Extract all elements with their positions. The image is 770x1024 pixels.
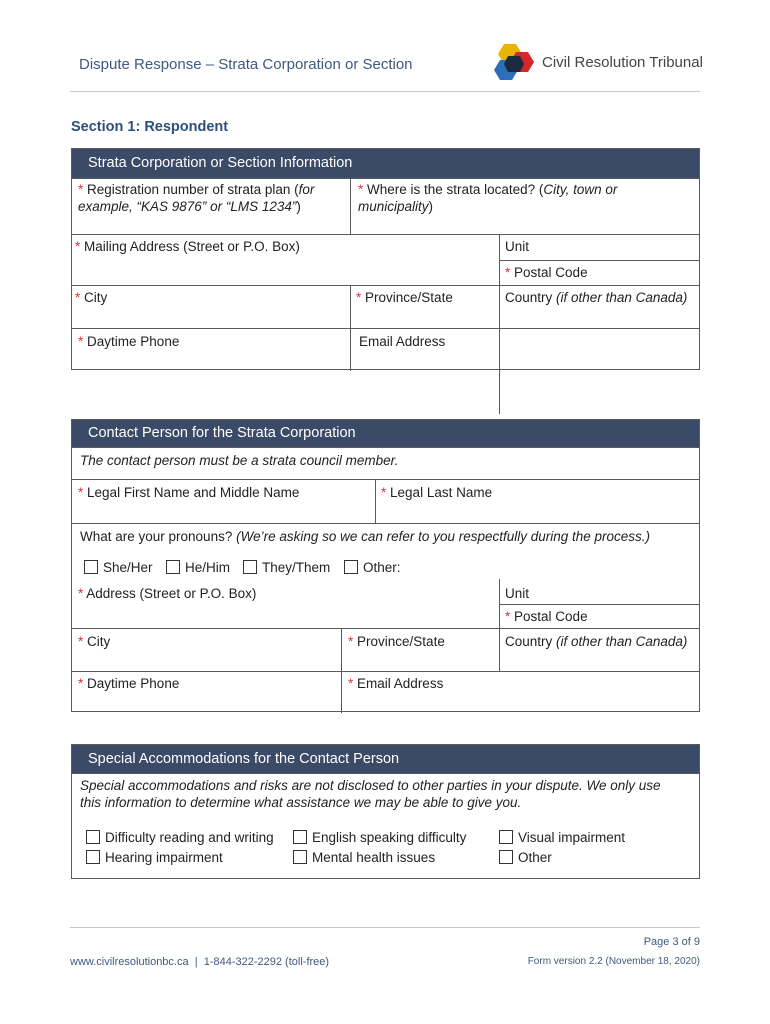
page-number: Page 3 of 9 [643, 936, 700, 948]
crt-logo-icon [494, 42, 534, 84]
contact-address-field[interactable]: * Address (Street or P.O. Box) [78, 586, 257, 601]
mental-health-checkbox[interactable]: Mental health issues [293, 850, 435, 865]
province-field[interactable]: * Province/State [356, 290, 453, 305]
contact-email-field[interactable]: * Email Address [348, 676, 444, 691]
form-version: Form version 2.2 (November 18, 2020) [527, 956, 700, 967]
country-field[interactable]: Country (if other than Canada) [505, 290, 688, 305]
phone-number: 1-844-322-2292 (toll-free) [203, 956, 330, 968]
logo-text: Civil Resolution Tribunal [542, 54, 703, 71]
strata-location-field[interactable]: * Where is the strata located? (City, town or municipality) [358, 182, 618, 214]
strata-info-heading: Strata Corporation or Section Information [72, 149, 699, 178]
contact-city-field[interactable]: * City [78, 634, 111, 649]
email-field[interactable]: Email Address [359, 334, 446, 349]
mailing-address-field[interactable]: * Mailing Address (Street or P.O. Box) [75, 239, 300, 254]
hearing-impairment-checkbox[interactable]: Hearing impairment [86, 850, 223, 865]
city-field[interactable]: * City [75, 290, 108, 305]
daytime-phone-field[interactable]: * Daytime Phone [78, 334, 180, 349]
postal-code-field[interactable]: * Postal Code [505, 265, 588, 280]
contact-person-box [71, 419, 700, 712]
section-title: Section 1: Respondent [71, 119, 229, 135]
accommodations-note-line1: Special accommodations and risks are not disclosed to other parties in your dispute. We only use [80, 778, 661, 793]
difficulty-reading-checkbox[interactable]: Difficulty reading and writing [86, 830, 274, 845]
footer-divider [70, 927, 700, 928]
other-accommodation-checkbox[interactable]: Other [499, 850, 552, 865]
english-speaking-checkbox[interactable]: English speaking difficulty [293, 830, 466, 845]
last-name-field[interactable]: * Legal Last Name [381, 485, 493, 500]
contact-person-heading: Contact Person for the Strata Corporation [72, 420, 699, 447]
first-name-field[interactable]: * Legal First Name and Middle Name [78, 485, 300, 500]
contact-province-field[interactable]: * Province/State [348, 634, 445, 649]
contact-unit-field[interactable]: Unit [505, 586, 530, 601]
pronouns-question: What are your pronouns? (We’re asking so we can refer to you respectfully during the process.) [80, 529, 651, 544]
website-link[interactable]: www.civilresolutionbc.ca [70, 956, 189, 968]
accommodations-note-line2: this information to determine what assistance we may be able to give you. [80, 795, 522, 810]
registration-number-field[interactable]: * Registration number of strata plan (for example, “KAS 9876” or “LMS 1234”) [78, 182, 315, 214]
header-divider [70, 91, 700, 92]
pronoun-other-checkbox[interactable]: Other: [344, 560, 401, 575]
contact-phone-field[interactable]: * Daytime Phone [78, 676, 180, 691]
contact-postal-code-field[interactable]: * Postal Code [505, 609, 588, 624]
pronoun-she-her-checkbox[interactable]: She/Her [84, 560, 153, 575]
contact-note: The contact person must be a strata council member. [80, 453, 399, 468]
accommodations-heading: Special Accommodations for the Contact Person [72, 745, 699, 773]
footer-contact: www.civilresolutionbc.ca | 1-844-322-2292 (toll-free) [70, 956, 330, 968]
contact-country-field[interactable]: Country (if other than Canada) [505, 634, 688, 649]
unit-field[interactable]: Unit [505, 239, 530, 254]
pronoun-he-him-checkbox[interactable]: He/Him [166, 560, 230, 575]
accommodations-box [71, 744, 700, 879]
pronoun-they-them-checkbox[interactable]: They/Them [243, 560, 330, 575]
strata-info-box [71, 148, 700, 370]
visual-impairment-checkbox[interactable]: Visual impairment [499, 830, 625, 845]
document-title: Dispute Response – Strata Corporation or Section [79, 56, 413, 73]
